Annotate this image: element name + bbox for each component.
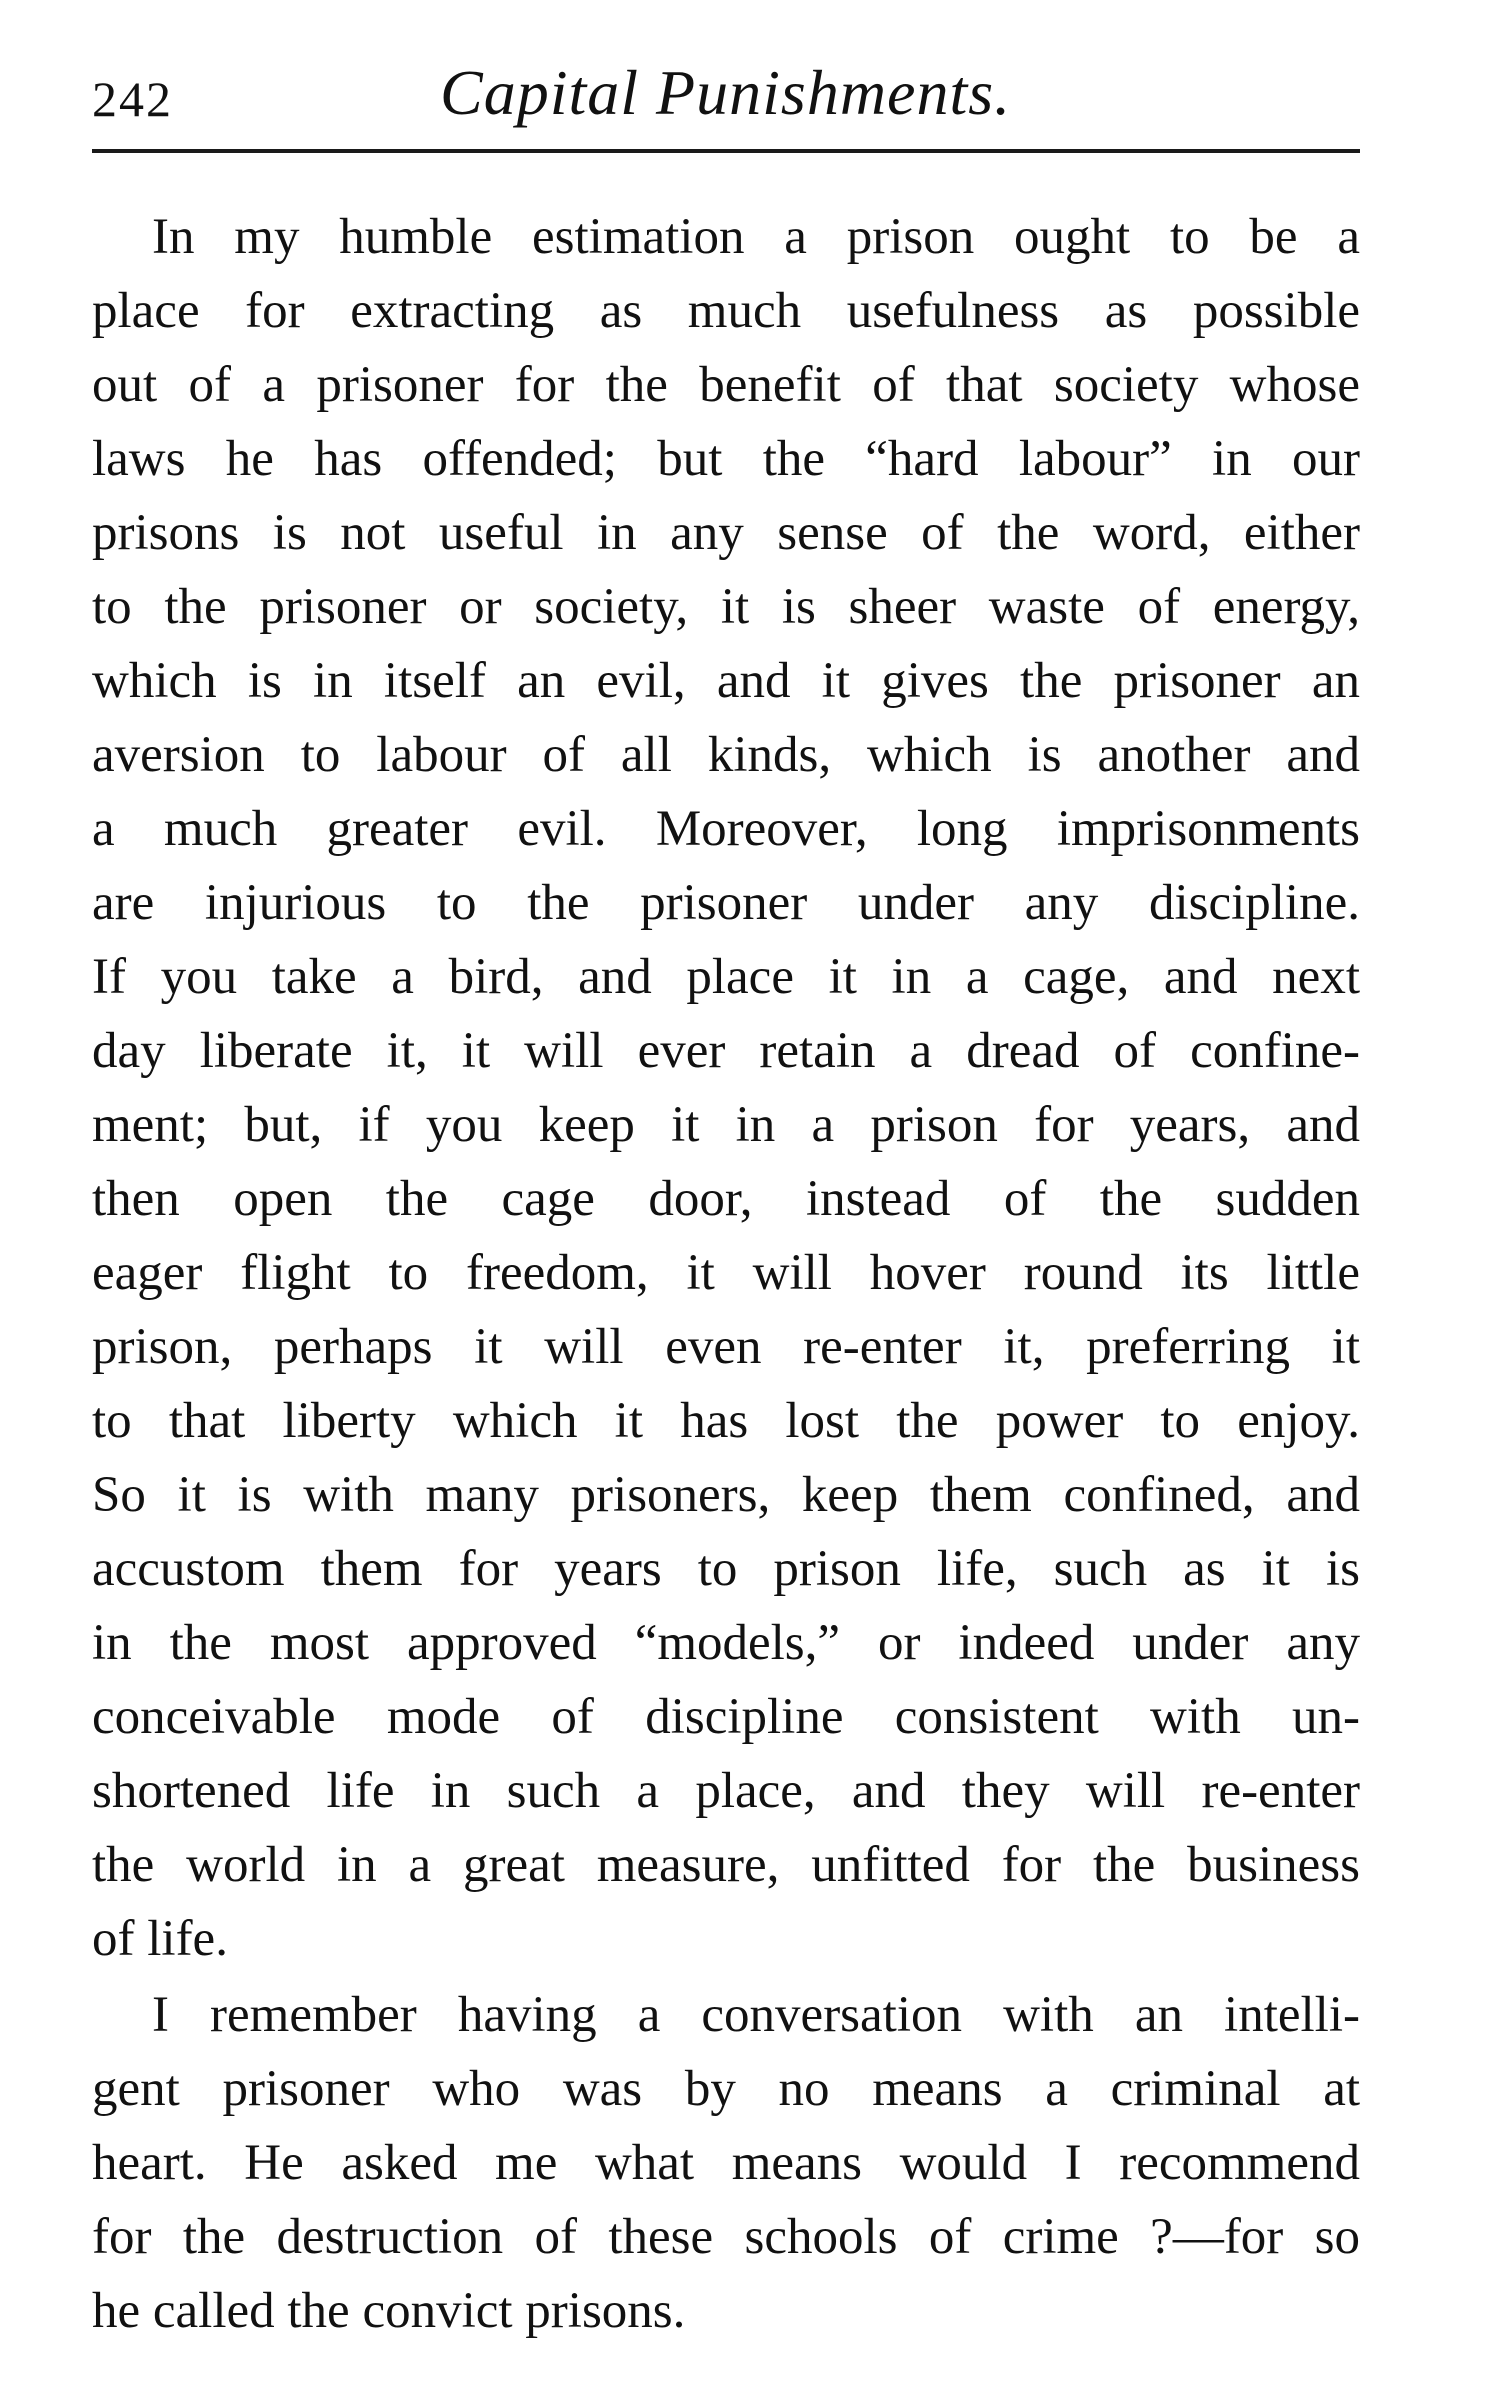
text-line: If you take a bird, and place it in a cage, and next (92, 949, 1360, 1005)
text-line: out of a prisoner for the benefit of that society whose (92, 357, 1360, 413)
text-line: accustom them for years to prison life, such as it is (92, 1541, 1360, 1597)
paragraph-2 (92, 1978, 1360, 2348)
text-line: I remember having a conversation with an intelli- (152, 1987, 1360, 2043)
text-line: to the prisoner or society, it is sheer waste of energy, (92, 579, 1360, 635)
header-rule (92, 149, 1360, 153)
text-line: aversion to labour of all kinds, which is another and (92, 727, 1360, 783)
body-text (92, 200, 1360, 2348)
paragraph-1 (92, 200, 1360, 1976)
text-line: in the most approved “models,” or indeed under any (92, 1615, 1360, 1671)
text-line: of life. (92, 1911, 228, 1967)
text-line: for the destruction of these schools of crime ?—for so (92, 2209, 1360, 2265)
text-line: So it is with many prisoners, keep them confined, and (92, 1467, 1360, 1523)
text-line: In my humble estimation a prison ought to be a (152, 209, 1360, 265)
text-line: heart. He asked me what means would I recommend (92, 2135, 1360, 2191)
text-line: then open the cage door, instead of the sudden (92, 1171, 1360, 1227)
page-number: 242 (92, 71, 173, 127)
text-line: eager flight to freedom, it will hover round its little (92, 1245, 1360, 1301)
text-line: laws he has offended; but the “hard labour” in our (92, 431, 1360, 487)
running-title: Capital Punishments. (440, 57, 1012, 128)
text-line: are injurious to the prisoner under any discipline. (92, 875, 1360, 931)
text-line: prisons is not useful in any sense of the word, either (92, 505, 1360, 561)
text-line: which is in itself an evil, and it gives the prisoner an (92, 653, 1360, 709)
text-line: he called the convict prisons. (92, 2283, 686, 2339)
page-header (92, 57, 1362, 142)
text-line: shortened life in such a place, and they will re-enter (92, 1763, 1360, 1819)
text-line: conceivable mode of discipline consistent with un- (92, 1689, 1360, 1745)
text-line: to that liberty which it has lost the power to enjoy. (92, 1393, 1360, 1449)
text-line: place for extracting as much usefulness as possible (92, 283, 1360, 339)
text-line: prison, perhaps it will even re-enter it, preferring it (92, 1319, 1360, 1375)
text-line: the world in a great measure, unfitted for the business (92, 1837, 1360, 1893)
text-line: a much greater evil. Moreover, long imprisonments (92, 801, 1360, 857)
text-line: ment; but, if you keep it in a prison for years, and (92, 1097, 1360, 1153)
text-line: gent prisoner who was by no means a criminal at (92, 2061, 1360, 2117)
text-line: day liberate it, it will ever retain a dread of confine- (92, 1023, 1360, 1079)
